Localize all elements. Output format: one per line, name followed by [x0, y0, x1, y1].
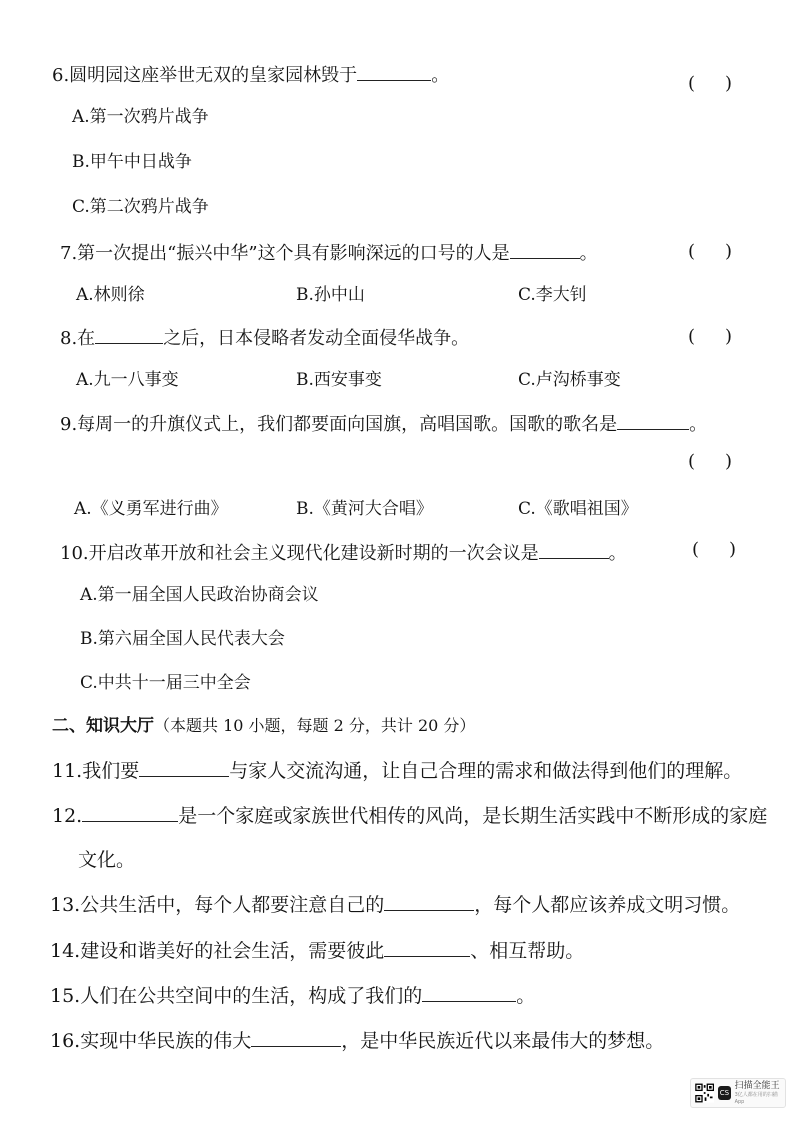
question-text: 13.公共生活中，每个人都要注意自己的	[50, 894, 385, 916]
question-text-end: 。	[608, 543, 627, 564]
answer-parens[interactable]: ( )	[688, 73, 733, 94]
question-12	[52, 803, 767, 828]
question-text: 14.建设和谐美好的社会生活，需要彼此	[50, 940, 385, 962]
answer-parens[interactable]: ( )	[692, 539, 737, 560]
answer-blank[interactable]	[510, 240, 580, 259]
answer-blank[interactable]	[82, 803, 178, 822]
question-text: 9.每周一的升旗仪式上，我们都要面向国旗，高唱国歌。国歌的歌名是	[60, 414, 618, 435]
option-c: C.李大钊	[518, 285, 587, 305]
question-text-end: 之后，日本侵略者发动全面侵华战争。	[163, 328, 470, 349]
question-10	[60, 540, 627, 566]
option-b: B.西安事变	[296, 370, 382, 390]
question-15	[50, 983, 535, 1008]
question-text: 6.圆明园这座举世无双的皇家园林毁于	[52, 65, 358, 86]
question-text-end: ，每个人都应该养成文明习惯。	[474, 894, 741, 916]
question-6	[52, 62, 449, 88]
logo-name: 扫描全能王	[734, 1080, 780, 1091]
cs-logo-icon: CS	[718, 1086, 730, 1100]
option-b: B.《黄河大合唱》	[296, 499, 433, 519]
question-text: 10.开启改革开放和社会主义现代化建设新时期的一次会议是	[60, 543, 539, 564]
answer-blank[interactable]	[357, 62, 431, 81]
scanner-watermark	[690, 1078, 786, 1108]
question-text-end: ，是中华民族近代以来最伟大的梦想。	[341, 1030, 665, 1052]
question-12-continued: 文化。	[78, 849, 136, 871]
question-7	[60, 240, 598, 266]
answer-parens[interactable]: ( )	[688, 241, 733, 262]
question-text-end: 。	[431, 65, 450, 86]
question-text-end: 。	[579, 243, 598, 264]
question-text-end: 。	[516, 985, 536, 1007]
option-a: A.林则徐	[76, 285, 145, 305]
option-b: B.孙中山	[296, 285, 365, 305]
question-text: 16.实现中华民族的伟大	[50, 1030, 252, 1052]
answer-blank[interactable]	[139, 758, 229, 777]
answer-blank[interactable]	[384, 892, 474, 911]
option-b: B.第六届全国人民代表大会	[80, 629, 285, 649]
question-text: 7.第一次提出“振兴中华”这个具有影响深远的口号的人是	[60, 243, 510, 264]
question-text: 11.我们要	[52, 760, 140, 782]
question-text: 8.在	[60, 328, 96, 349]
option-c: C.中共十一届三中全会	[80, 673, 251, 693]
option-a: A.第一次鸦片战争	[72, 107, 209, 127]
answer-blank[interactable]	[95, 325, 163, 344]
qr-code-icon	[695, 1082, 714, 1104]
answer-blank[interactable]	[617, 411, 689, 430]
question-9	[60, 411, 707, 437]
option-a: A.《义勇军进行曲》	[74, 499, 228, 519]
answer-blank[interactable]	[539, 540, 609, 559]
answer-blank[interactable]	[422, 983, 516, 1002]
question-text-end: 是一个家庭或家族世代相传的风尚，是长期生活实践中不断形成的家庭	[178, 805, 768, 827]
option-a: A.第一届全国人民政治协商会议	[80, 585, 319, 605]
question-text-end: 与家人交流沟通，让自己合理的需求和做法得到他们的理解。	[229, 760, 743, 782]
question-13	[50, 892, 740, 917]
section-note: （本题共 10 小题，每题 2 分，共计 20 分）	[154, 716, 476, 735]
question-16	[50, 1028, 664, 1053]
option-c: C.第二次鸦片战争	[72, 197, 209, 217]
question-text-end: 。	[689, 414, 708, 435]
option-c: C.《歌唱祖国》	[518, 499, 638, 519]
option-c: C.卢沟桥事变	[518, 370, 621, 390]
logo-subtitle: 3亿人都在用的扫描App	[734, 1091, 778, 1105]
question-text-end: 、相互帮助。	[470, 940, 585, 962]
section-heading	[52, 714, 475, 738]
question-8	[60, 325, 469, 351]
question-11	[52, 758, 742, 783]
question-text: 15.人们在公共空间中的生活，构成了我们的	[50, 985, 423, 1007]
answer-parens[interactable]: ( )	[688, 451, 733, 472]
answer-parens[interactable]: ( )	[688, 326, 733, 347]
answer-blank[interactable]	[384, 938, 470, 957]
answer-blank[interactable]	[251, 1028, 341, 1047]
question-text: 12.	[52, 805, 83, 827]
section-title: 二、知识大厅	[52, 716, 154, 736]
question-14	[50, 938, 584, 963]
option-a: A.九一八事变	[76, 370, 179, 390]
option-b: B.甲午中日战争	[72, 152, 192, 172]
